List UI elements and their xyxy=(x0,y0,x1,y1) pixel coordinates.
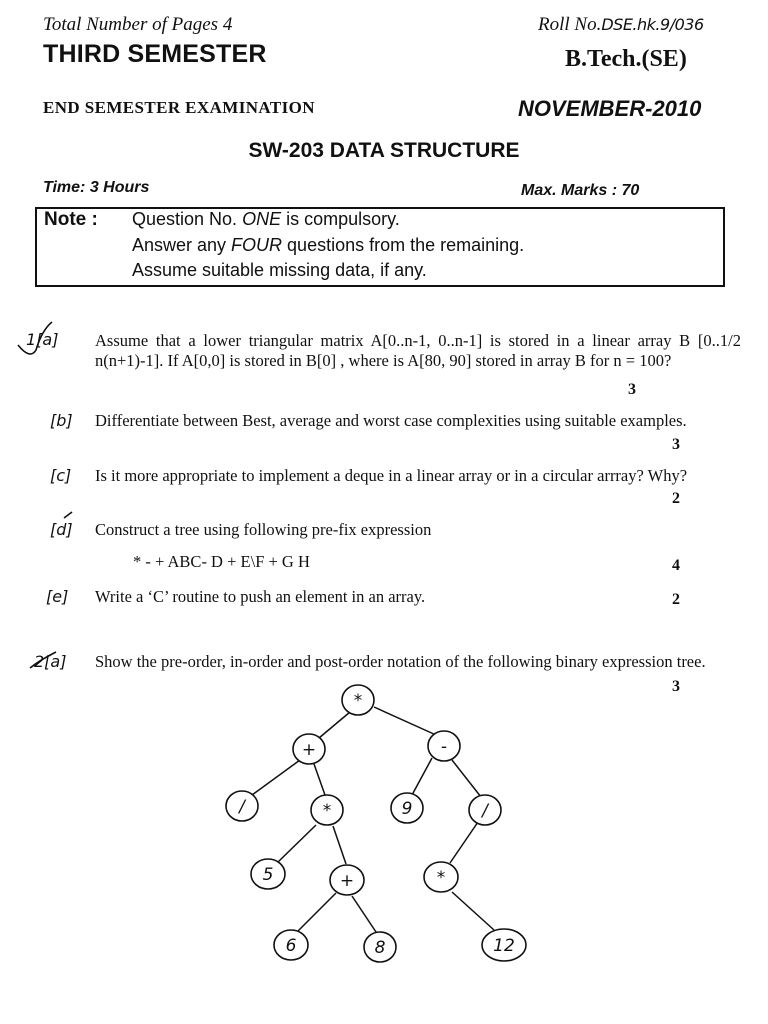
tree-node-label: + xyxy=(339,871,355,891)
tree-edge xyxy=(278,825,316,862)
question-text: Is it more appropriate to implement a deque in a linear array or in a circular arrray? Why? xyxy=(95,466,688,485)
tree-edge xyxy=(452,892,494,930)
tree-edge xyxy=(333,826,346,864)
tree-node-label: + xyxy=(301,740,317,760)
tree-node-label: - xyxy=(440,737,448,757)
question-text: Construct a tree using following pre-fix expression xyxy=(95,520,432,539)
prefix-expression: * - + ABC- D + E\F + G H xyxy=(133,552,310,571)
exam-duration: Time: 3 Hours xyxy=(43,179,150,196)
note-line-2-text: Answer any xyxy=(132,235,232,255)
question-text: Write a ‘C’ routine to push an element in an array. xyxy=(95,587,426,606)
roll-number-value: DSE.hk.9/036 xyxy=(601,15,704,34)
exam-date: NOVEMBER-2010 xyxy=(518,96,702,121)
question-marks: 4 xyxy=(672,557,680,574)
roll-number-label: Roll No. xyxy=(538,14,602,35)
question-marks: 3 xyxy=(672,436,680,453)
tick-mark xyxy=(18,322,52,354)
tree-node-label: / xyxy=(239,797,245,817)
tree-edge xyxy=(297,893,336,932)
tree-nodes xyxy=(226,685,526,962)
tree-node-label: 8 xyxy=(374,938,386,958)
note-label: Note : xyxy=(44,209,98,230)
question-text: Differentiate between Best, average and worst case complexities using suitable examples. xyxy=(95,411,687,430)
semester-title: THIRD SEMESTER xyxy=(43,40,267,68)
tree-node-label: 6 xyxy=(285,936,297,956)
tree-labels xyxy=(237,691,515,958)
question-marker: 1[a] xyxy=(26,330,59,349)
tree-edge xyxy=(352,896,376,932)
tree-edge xyxy=(452,760,481,797)
tree-node-label: 5 xyxy=(262,865,274,885)
tree-node-label: / xyxy=(482,801,488,821)
note-line-2-rest: questions from the remaining. xyxy=(282,235,525,255)
question-text: Show the pre-order, in-order and post-order notation of the following binary expression tree. xyxy=(95,652,706,671)
note-line-2-emphasis: FOUR xyxy=(231,235,283,255)
tree-node-label: * xyxy=(322,801,332,821)
tick-mark xyxy=(30,652,56,668)
note-line-1-emphasis: ONE xyxy=(242,209,282,229)
question-marks: 3 xyxy=(672,678,680,695)
exam-title: END SEMESTER EXAMINATION xyxy=(43,98,315,117)
question-marker: [e] xyxy=(46,587,69,606)
question-marker: [d] xyxy=(50,520,73,539)
question-marker: [c] xyxy=(50,466,72,485)
question-marks: 3 xyxy=(628,381,636,398)
tree-edge xyxy=(412,758,432,795)
max-marks: Max. Marks : 70 xyxy=(521,182,640,199)
course-title: SW-203 DATA STRUCTURE xyxy=(248,139,520,162)
tree-edge xyxy=(319,712,350,738)
programme-title: B.Tech.(SE) xyxy=(565,46,687,72)
tree-edge xyxy=(252,760,300,795)
tree-node-label: 12 xyxy=(493,936,515,956)
tree-node-label: * xyxy=(353,691,363,711)
note-line-3: Assume suitable missing data, if any. xyxy=(132,260,427,280)
tree-edge xyxy=(314,764,325,795)
question-marks: 2 xyxy=(672,490,680,507)
tree-edge xyxy=(450,822,478,863)
tree-edge xyxy=(374,707,436,735)
tree-node-label: * xyxy=(436,868,446,888)
handwritten-ticks xyxy=(18,322,72,668)
question-marks: 2 xyxy=(672,591,680,608)
total-pages: Total Number of Pages 4 xyxy=(43,14,233,35)
question-text: Assume that a lower triangular matrix A[0..n-1, 0..n-1] is stored in a linear array B [0..1/2 n(n+1)-1]. If A[0,0] is stored in B[0] , where is A[80, 90] stored in array B for n = 100? xyxy=(95,331,741,370)
note-line-1-rest: is compulsory. xyxy=(281,209,400,229)
tree-node-label: 9 xyxy=(401,799,413,819)
tick-mark xyxy=(64,512,72,518)
question-marker: 2[a] xyxy=(34,652,67,671)
question-marker: [b] xyxy=(50,411,73,430)
note-line-1-text: Question No. xyxy=(132,209,243,229)
